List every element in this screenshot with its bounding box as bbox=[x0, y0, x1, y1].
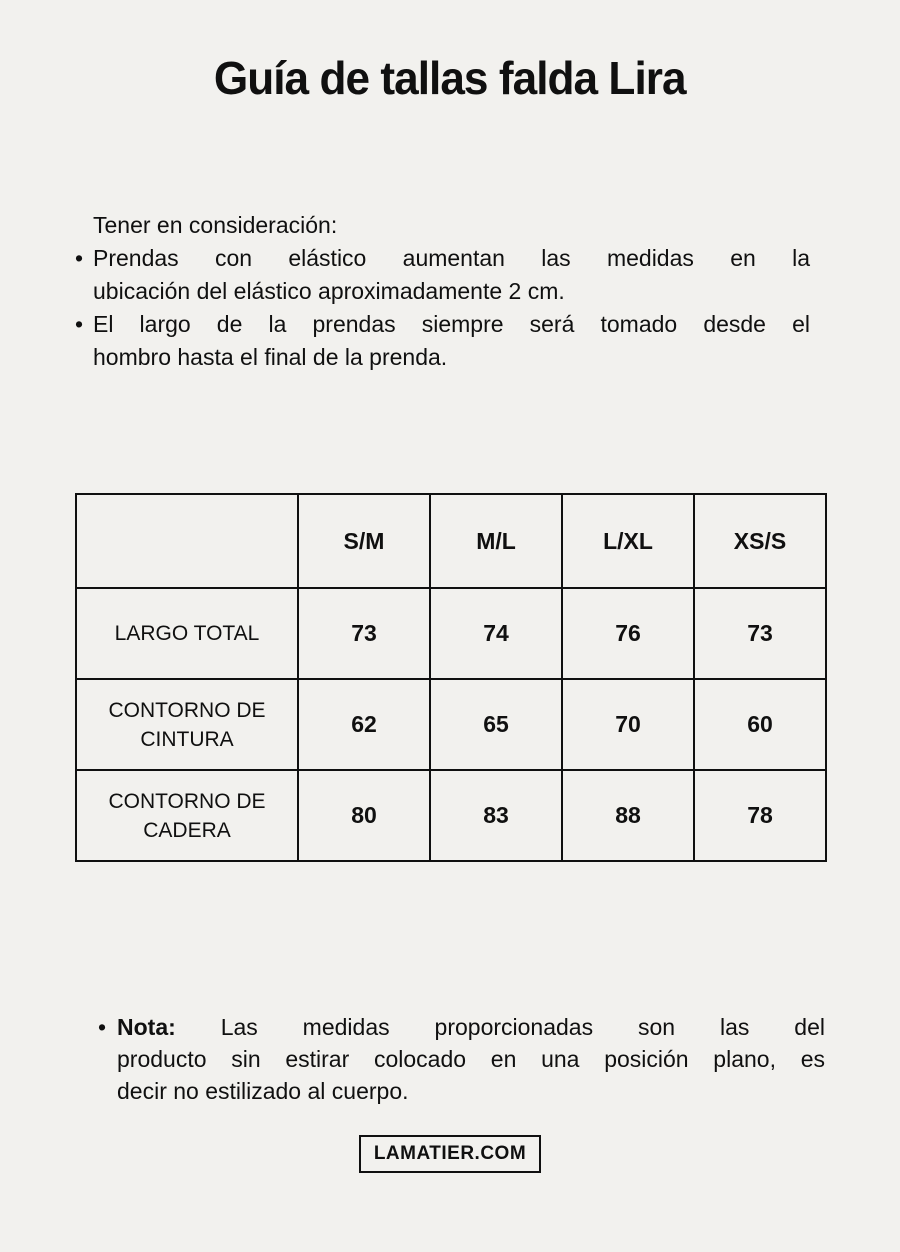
table-corner-cell bbox=[76, 494, 298, 588]
value-cell: 74 bbox=[430, 588, 562, 679]
page-title-text: Guía de tallas falda Lira bbox=[214, 52, 686, 104]
footer bbox=[0, 1135, 900, 1173]
value-cell: 80 bbox=[298, 770, 430, 861]
table-row bbox=[76, 679, 826, 770]
table-header-cell: L/XL bbox=[562, 494, 694, 588]
bullet-line: El largo de la prendas siempre será tomado desde el bbox=[93, 311, 810, 337]
bullet-line: ubicación del elástico aproximadamente 2 cm. bbox=[93, 278, 565, 304]
value-cell: 70 bbox=[562, 679, 694, 770]
value-cell: 62 bbox=[298, 679, 430, 770]
row-label-cell: CONTORNO DE CINTURA bbox=[76, 679, 298, 770]
note-line-text: Las medidas proporcionadas son las del bbox=[175, 1014, 825, 1040]
bullet-marker: • bbox=[98, 1014, 107, 1040]
note-line: decir no estilizado al cuerpo. bbox=[117, 1078, 409, 1104]
note-line: producto sin estirar colocado en una posición plano, es bbox=[117, 1046, 825, 1072]
bullet-line: Prendas con elástico aumentan las medidas en la bbox=[93, 245, 810, 271]
bullet-marker: • bbox=[75, 311, 84, 337]
value-cell: 78 bbox=[694, 770, 826, 861]
note-label: Nota: bbox=[117, 1014, 176, 1040]
table-row bbox=[76, 770, 826, 861]
value-cell: 60 bbox=[694, 679, 826, 770]
size-table bbox=[75, 493, 827, 862]
value-cell: 83 bbox=[430, 770, 562, 861]
page-title bbox=[0, 52, 900, 105]
value-cell: 73 bbox=[298, 588, 430, 679]
considerations-section bbox=[75, 209, 810, 374]
note-section bbox=[98, 1011, 825, 1107]
bullet-line: hombro hasta el final de la prenda. bbox=[93, 344, 448, 370]
table-header-cell: S/M bbox=[298, 494, 430, 588]
table-header-row bbox=[76, 494, 826, 588]
bullet-item-elastic bbox=[75, 242, 810, 308]
value-cell: 65 bbox=[430, 679, 562, 770]
bullet-item-length bbox=[75, 308, 810, 374]
note-line bbox=[117, 1011, 825, 1043]
value-cell: 76 bbox=[562, 588, 694, 679]
row-label-cell: CONTORNO DE CADERA bbox=[76, 770, 298, 861]
table-header-cell: M/L bbox=[430, 494, 562, 588]
considerations-heading: Tener en consideración: bbox=[93, 212, 338, 238]
table-row bbox=[76, 588, 826, 679]
row-label-cell: LARGO TOTAL bbox=[76, 588, 298, 679]
value-cell: 88 bbox=[562, 770, 694, 861]
bullet-marker: • bbox=[75, 245, 84, 271]
size-guide-page bbox=[0, 52, 900, 1252]
table-header-cell: XS/S bbox=[694, 494, 826, 588]
site-badge: LAMATIER.COM bbox=[359, 1135, 541, 1173]
value-cell: 73 bbox=[694, 588, 826, 679]
